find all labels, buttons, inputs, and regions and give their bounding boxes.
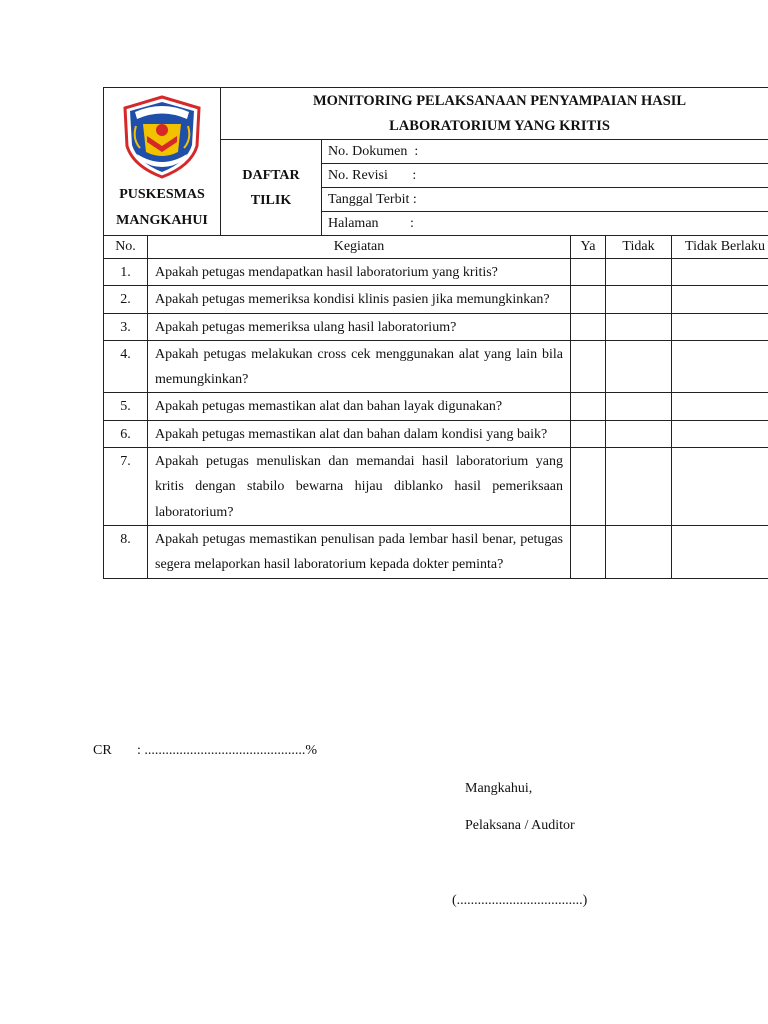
meta-no-revisi: No. Revisi :: [322, 164, 768, 188]
answer-tidak-berlaku-cell[interactable]: [672, 420, 768, 447]
meta-halaman: Halaman :: [322, 212, 768, 236]
document-type: DAFTAR TILIK: [221, 140, 322, 236]
signature-line: (....................................): [452, 893, 588, 908]
document-title: MONITORING PELAKSANAAN PENYAMPAIAN HASIL LABORATORIUM YANG KRITIS: [221, 88, 768, 140]
row-activity: Apakah petugas memastikan alat dan bahan layak digunakan?: [148, 393, 571, 420]
compliance-rate-value: : ..............................................%: [137, 743, 318, 758]
answer-tidak-berlaku-cell[interactable]: [672, 525, 768, 578]
checklist-table: [103, 87, 768, 579]
row-number: 8.: [104, 525, 148, 578]
signature-place: Mangkahui,: [465, 781, 533, 796]
answer-ya-cell[interactable]: [571, 525, 606, 578]
answer-tidak-cell[interactable]: [606, 340, 672, 393]
answer-ya-cell[interactable]: [571, 259, 606, 286]
answer-ya-cell[interactable]: [571, 420, 606, 447]
row-activity: Apakah petugas melakukan cross cek menggunakan alat yang lain bila memungkinkan?: [148, 340, 571, 393]
row-number: 4.: [104, 340, 148, 393]
row-number: 3.: [104, 313, 148, 340]
signature-role: Pelaksana / Auditor: [465, 818, 575, 833]
answer-tidak-cell[interactable]: [606, 313, 672, 340]
answer-tidak-berlaku-cell[interactable]: [672, 340, 768, 393]
meta-no-dokumen: No. Dokumen :: [322, 140, 768, 164]
institution-cell: [104, 88, 221, 236]
puskesmas-emblem-icon: [121, 94, 203, 180]
answer-tidak-berlaku-cell[interactable]: [672, 393, 768, 420]
answer-ya-cell[interactable]: [571, 286, 606, 313]
answer-tidak-cell[interactable]: [606, 259, 672, 286]
row-number: 1.: [104, 259, 148, 286]
row-activity: Apakah petugas memastikan penulisan pada lembar hasil benar, petugas segera melaporkan hasil laboratorium kepada dokter peminta?: [148, 525, 571, 578]
answer-ya-cell[interactable]: [571, 313, 606, 340]
row-activity: Apakah petugas memeriksa ulang hasil laboratorium?: [148, 313, 571, 340]
table-row: [104, 525, 768, 578]
table-row: [104, 448, 768, 526]
answer-tidak-cell[interactable]: [606, 448, 672, 526]
row-number: 2.: [104, 286, 148, 313]
column-header-tidak: Tidak: [606, 236, 672, 259]
column-header-ya: Ya: [571, 236, 606, 259]
answer-tidak-berlaku-cell[interactable]: [672, 448, 768, 526]
answer-tidak-cell[interactable]: [606, 420, 672, 447]
compliance-rate-label: CR: [93, 743, 112, 758]
meta-tanggal-terbit: Tanggal Terbit :: [322, 188, 768, 212]
answer-tidak-berlaku-cell[interactable]: [672, 313, 768, 340]
answer-ya-cell[interactable]: [571, 393, 606, 420]
answer-tidak-berlaku-cell[interactable]: [672, 286, 768, 313]
row-activity: Apakah petugas memeriksa kondisi klinis pasien jika memungkinkan?: [148, 286, 571, 313]
compliance-rate: [93, 741, 317, 761]
answer-tidak-cell[interactable]: [606, 393, 672, 420]
row-activity: Apakah petugas mendapatkan hasil laboratorium yang kritis?: [148, 259, 571, 286]
checklist-document: [103, 87, 766, 579]
answer-ya-cell[interactable]: [571, 448, 606, 526]
table-row: [104, 313, 768, 340]
column-header-tidak-berlaku: Tidak Berlaku: [672, 236, 768, 259]
column-header-no: No.: [104, 236, 148, 259]
table-row: [104, 393, 768, 420]
row-number: 7.: [104, 448, 148, 526]
table-row: [104, 420, 768, 447]
answer-tidak-cell[interactable]: [606, 525, 672, 578]
row-activity: Apakah petugas menuliskan dan memandai hasil laboratorium yang kritis dengan stabilo bewarna hijau diblanko hasil pemeriksaan laboratorium?: [148, 448, 571, 526]
answer-tidak-berlaku-cell[interactable]: [672, 259, 768, 286]
column-header-kegiatan: Kegiatan: [148, 236, 571, 259]
answer-tidak-cell[interactable]: [606, 286, 672, 313]
row-number: 6.: [104, 420, 148, 447]
answer-ya-cell[interactable]: [571, 340, 606, 393]
row-activity: Apakah petugas memastikan alat dan bahan dalam kondisi yang baik?: [148, 420, 571, 447]
row-number: 5.: [104, 393, 148, 420]
institution-name: PUSKESMAS MANGKAHUI: [116, 186, 208, 228]
table-row: [104, 259, 768, 286]
table-row: [104, 286, 768, 313]
table-row: [104, 340, 768, 393]
